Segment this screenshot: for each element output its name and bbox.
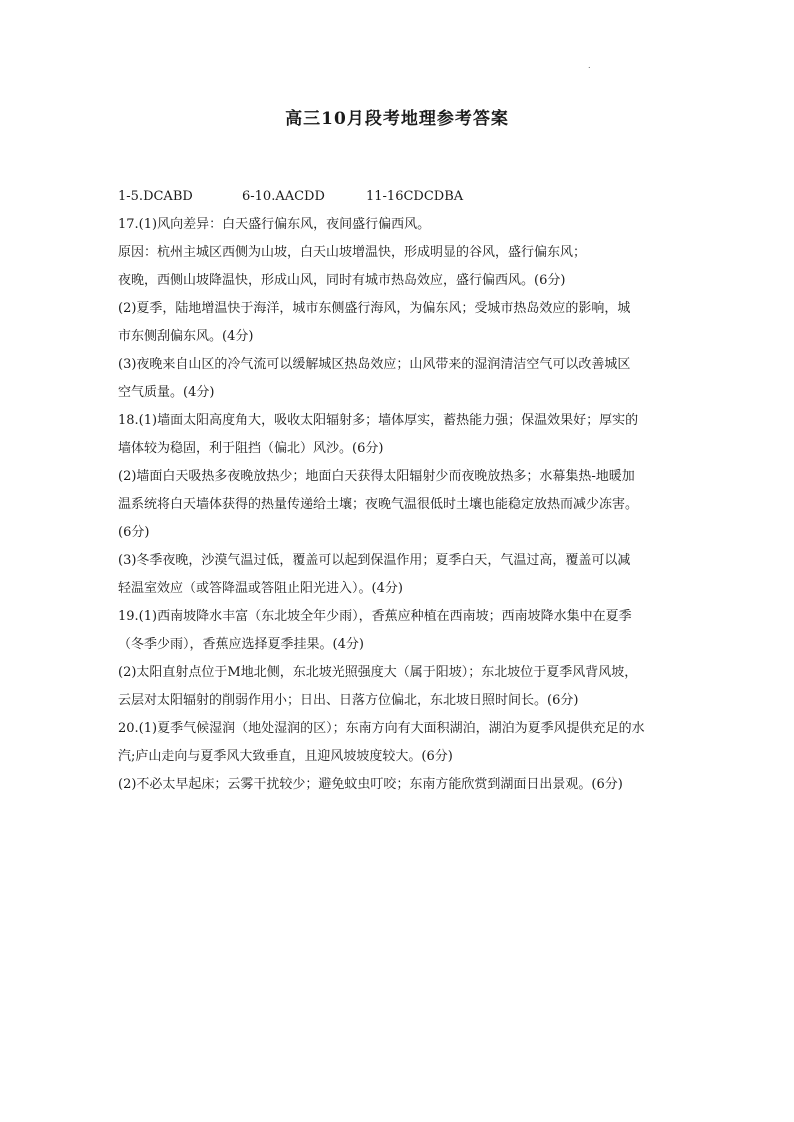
mc-group-1: 1-5.DCABD: [118, 189, 193, 204]
answer-line: (2)不必太早起床；云雾干扰较少；避免蚊虫叮咬；东南方能欣赏到湖面日出景观。(6分): [118, 777, 623, 792]
answer-line: 夜晚，西侧山坡降温快，形成山风，同时有城市热岛效应，盛行偏西风。(6分): [118, 273, 566, 288]
multiple-choice-answers: [118, 183, 690, 211]
answer-line: 汽;庐山走向与夏季风大致垂直，且迎风坡坡度较大。(6分): [118, 749, 453, 764]
answer-body: [118, 183, 690, 799]
mc-group-2: 6-10.AACDD: [242, 189, 325, 204]
answer-line: 云层对太阳辐射的削弱作用小；日出、日落方位偏北，东北坡日照时间长。(6分): [118, 693, 579, 708]
page-title: 高三10月段考地理参考答案: [285, 109, 509, 129]
answer-line: 市东侧刮偏东风。(4分): [118, 329, 254, 344]
answer-line: 原因：杭州主城区西侧为山坡，白天山坡增温快，形成明显的谷风，盛行偏东风；: [118, 245, 587, 260]
answer-line: 轻温室效应（或答降温或答阻止阳光进入）。(4分): [118, 581, 403, 596]
answer-line: 19.(1)西南坡降水丰富（东北坡全年少雨），香蕉应种植在西南坡；西南坡降水集中在夏季: [118, 609, 632, 624]
answer-line: 温系统将白天墙体获得的热量传递给土壤；夜晚气温很低时土壤也能稳定放热而减少冻害。: [118, 497, 639, 512]
answer-line: （冬季少雨），香蕉应选择夏季挂果。(4分): [118, 637, 364, 652]
answer-line: 墙体较为稳固，利于阻挡（偏北）风沙。(6分): [118, 441, 384, 456]
answer-line: (3)冬季夜晚，沙漠气温过低，覆盖可以起到保温作用；夏季白天，气温过高，覆盖可以减: [118, 553, 631, 568]
answer-line: (6分): [118, 525, 150, 540]
corner-mark: .: [588, 61, 591, 70]
answer-line: 18.(1)墙面太阳高度角大，吸收太阳辐射多；墙体厚实，蓄热能力强；保温效果好；厚实的: [118, 413, 639, 428]
answer-line: (2)墙面白天吸热多夜晚放热少；地面白天获得太阳辐射少而夜晚放热多；水幕集热-地暖加: [118, 469, 635, 484]
answer-line: 空气质量。(4分): [118, 385, 215, 400]
answer-line: (3)夜晚来自山区的冷气流可以缓解城区热岛效应；山风带来的湿润清洁空气可以改善城区: [118, 357, 631, 372]
answer-line: 17.(1)风向差异：白天盛行偏东风，夜间盛行偏西风。: [118, 217, 431, 232]
answer-line: (2)太阳直射点位于M地北侧，东北坡光照强度大（属于阳坡）；东北坡位于夏季风背风坡，: [118, 665, 638, 680]
answer-line: 20.(1)夏季气候湿润（地处湿润的区）；东南方向有大面积湖泊，湖泊为夏季风提供充足的水: [118, 721, 645, 736]
mc-group-3: 11-16CDCDBA: [366, 189, 464, 204]
answer-line: (2)夏季，陆地增温快于海洋，城市东侧盛行海风，为偏东风；受城市热岛效应的影响，城: [118, 301, 631, 316]
